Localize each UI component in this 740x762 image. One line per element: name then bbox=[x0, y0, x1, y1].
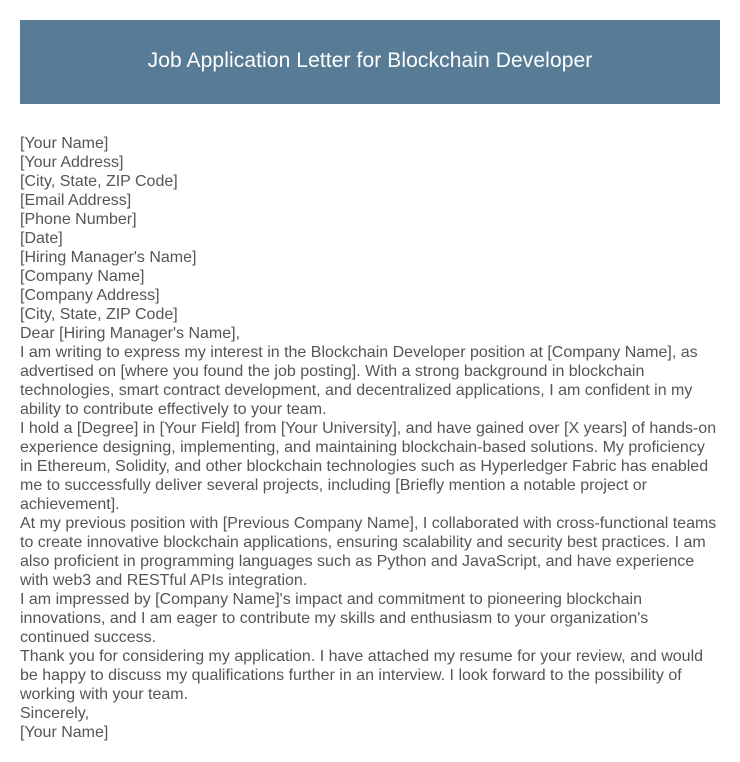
paragraph-line: I hold a [Degree] in [Your Field] from [Your University], and have gained over [X years] of hands-on bbox=[20, 420, 717, 437]
paragraph-line: with web3 and RESTful APIs integration. bbox=[20, 572, 308, 589]
recipient-manager: [Hiring Manager's Name] bbox=[20, 249, 197, 266]
paragraph-motivation bbox=[20, 590, 722, 647]
paragraph-line: also proficient in programming languages such as Python and JavaScript, and have experience bbox=[20, 553, 695, 570]
paragraph-line: experience designing, implementing, and maintaining blockchain-based solutions. My proficiency bbox=[20, 439, 705, 456]
sender-email: [Email Address] bbox=[20, 192, 132, 209]
paragraph-line: innovations, and I am eager to contribute my skills and enthusiasm to your organization's bbox=[20, 610, 649, 627]
recipient-address: [Company Address] bbox=[20, 287, 160, 304]
paragraph-interest bbox=[20, 343, 722, 419]
paragraph-line: ability to contribute effectively to your team. bbox=[20, 401, 327, 418]
header-banner bbox=[20, 20, 720, 104]
paragraph-education bbox=[20, 419, 722, 514]
paragraph-line: I am writing to express my interest in the Blockchain Developer position at [Company Name], as bbox=[20, 344, 698, 361]
signature-name: [Your Name] bbox=[20, 724, 109, 741]
paragraph-line: working with your team. bbox=[20, 686, 189, 703]
paragraph-line: technologies, smart contract development, and decentralized applications, I am confident in my bbox=[20, 382, 693, 399]
paragraph-line: to create innovative blockchain applications, ensuring scalability and security best practices. I am bbox=[20, 534, 706, 551]
paragraph-line: At my previous position with [Previous Company Name], I collaborated with cross-functional teams bbox=[20, 515, 717, 532]
paragraph-line: me to successfully deliver several projects, including [Briefly mention a notable project or bbox=[20, 477, 647, 494]
salutation: Dear [Hiring Manager's Name], bbox=[20, 325, 241, 342]
closing: Sincerely, bbox=[20, 705, 90, 722]
paragraph-line: in Ethereum, Solidity, and other blockchain technologies such as Hyperledger Fabric has enabled bbox=[20, 458, 709, 475]
paragraph-line: Thank you for considering my application. I have attached my resume for your review, and would bbox=[20, 648, 704, 665]
sender-city-state-zip: [City, State, ZIP Code] bbox=[20, 173, 178, 190]
paragraph-thanks bbox=[20, 647, 722, 704]
paragraph-line: continued success. bbox=[20, 629, 157, 646]
paragraph-line: be happy to discuss my qualifications further in an interview. I look forward to the possibility of bbox=[20, 667, 682, 684]
recipient-city-state-zip: [City, State, ZIP Code] bbox=[20, 306, 178, 323]
recipient-company: [Company Name] bbox=[20, 268, 145, 285]
paragraph-experience bbox=[20, 514, 722, 590]
paragraph-line: achievement]. bbox=[20, 496, 120, 513]
sender-address: [Your Address] bbox=[20, 154, 124, 171]
sender-name: [Your Name] bbox=[20, 135, 109, 152]
paragraph-line: I am impressed by [Company Name]'s impact and commitment to pioneering blockchain bbox=[20, 591, 642, 608]
paragraph-line: advertised on [where you found the job posting]. With a strong background in blockchain bbox=[20, 363, 645, 380]
letter-date: [Date] bbox=[20, 230, 63, 247]
letter-body bbox=[20, 134, 722, 742]
sender-phone: [Phone Number] bbox=[20, 211, 137, 228]
page-title: Job Application Letter for Blockchain Developer bbox=[147, 49, 593, 72]
